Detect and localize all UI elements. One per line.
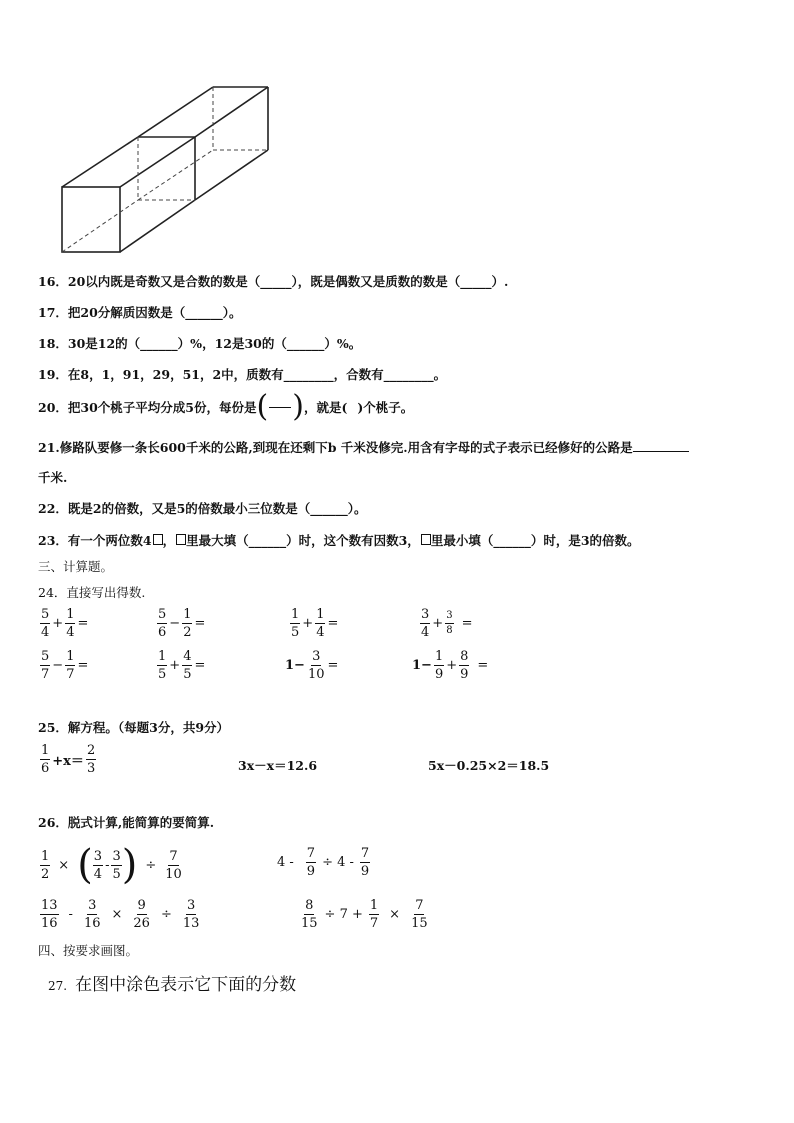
question-18: 18．30是12的（______）%，12是30的（______）%。: [38, 336, 362, 351]
question-23-part-b: ，: [162, 533, 176, 548]
expr-24-2: $\frac{5}{6}$ − $\frac{1}{2}$ =: [158, 607, 206, 640]
question-22: 22．既是2的倍数，又是5的倍数最小三位数是（______）。: [38, 501, 367, 516]
blank-box-icon: [176, 534, 186, 545]
question-27-number: 27.: [48, 979, 68, 993]
expr-26-1: $\frac{1}{2}$ × ( $\frac{3}{4}$ - $\frac{3}{5}$ ) ÷ $\frac{7}{10}$: [41, 842, 182, 888]
expr-24-8: 1− $\frac{1}{9}$ + $\frac{8}{9}$ =: [412, 649, 489, 682]
question-23: [38, 531, 640, 549]
question-20: 20．把30个桃子平均分成5份，每份是 ( ) ，就是( )个桃子。: [38, 389, 414, 424]
cuboid-figure: [55, 82, 275, 257]
equation-25-1: $\frac{1}{6}$ +x＝ $\frac{2}{3}$: [41, 743, 96, 776]
question-23-part-a: 23．有一个两位数4: [38, 533, 152, 548]
question-24-title: 24．直接写出得数.: [38, 585, 146, 600]
question-21-text: 21.修路队要修一条长600千米的公路,到现在还剩下b 千米没修完.用含有字母的式子表示已经修好的公路是: [38, 440, 633, 455]
question-16: 16．20以内既是奇数又是合数的数是（_____），既是偶数又是质数的数是（_____）.: [38, 274, 509, 289]
expr-24-6: $\frac{1}{5}$ + $\frac{4}{5}$ =: [158, 649, 206, 682]
expr-24-4: $\frac{3}{4}$ + $\frac{3}{8}$ =: [421, 607, 473, 640]
section-3-title: 三、计算题。: [38, 559, 114, 574]
question-20-part-a: 20．把30个桃子平均分成5份，每份是: [38, 400, 257, 415]
question-26-title: 26．脱式计算,能简算的要简算.: [38, 815, 215, 830]
question-27-text: 在图中涂色表示它下面的分数: [75, 975, 297, 995]
question-20-part-b: ，就是(: [303, 400, 348, 415]
expr-24-5: $\frac{5}{7}$ − $\frac{1}{7}$ =: [41, 649, 89, 682]
expr-24-3: $\frac{1}{5}$ + $\frac{1}{4}$ =: [291, 607, 339, 640]
equation-25-2: 3x－x＝12.6: [238, 758, 318, 773]
question-20-part-c: )个桃子。: [357, 400, 414, 415]
fraction-line-blank: [269, 407, 291, 408]
answer-blank: [633, 451, 689, 452]
blank-box-icon: [421, 534, 431, 545]
question-17: 17．把20分解质因数是（______）。: [38, 305, 242, 320]
expr-26-3: $\frac{13}{16}$ - $\frac{3}{16}$ × $\frac{9}{26}$ ÷ $\frac{3}{13}$: [41, 898, 200, 931]
question-19: 19．在8，1，91，29，51，2中，质数有________，合数有________。: [38, 367, 447, 382]
question-27: [48, 970, 296, 995]
expr-26-2: 4 - $\frac{7}{9}$ ÷ 4 - $\frac{7}{9}$: [277, 846, 370, 879]
question-23-part-c: 里最大填（______）时，这个数有因数3，: [186, 533, 420, 548]
section-4-title: 四、按要求画图。: [38, 943, 139, 958]
fraction-blank: (: [256, 389, 269, 424]
question-21-line-2: 千米.: [38, 470, 68, 485]
question-21-line-1: [38, 438, 689, 456]
expr-24-1: $\frac{5}{4}$ + $\frac{1}{4}$ =: [41, 607, 89, 640]
question-25-title: 25．解方程。（每题3分，共9分）: [38, 720, 230, 735]
question-23-part-d: 里最小填（______）时，是3的倍数。: [430, 533, 640, 548]
equation-25-3: 5x－0.25×2＝18.5: [428, 758, 550, 773]
expr-24-7: 1− $\frac{3}{10}$ =: [285, 649, 339, 682]
expr-26-4: $\frac{8}{15}$ ÷ 7 + $\frac{1}{7}$ × $\frac{7}{15}$: [301, 898, 428, 931]
blank-box-icon: [153, 534, 163, 545]
